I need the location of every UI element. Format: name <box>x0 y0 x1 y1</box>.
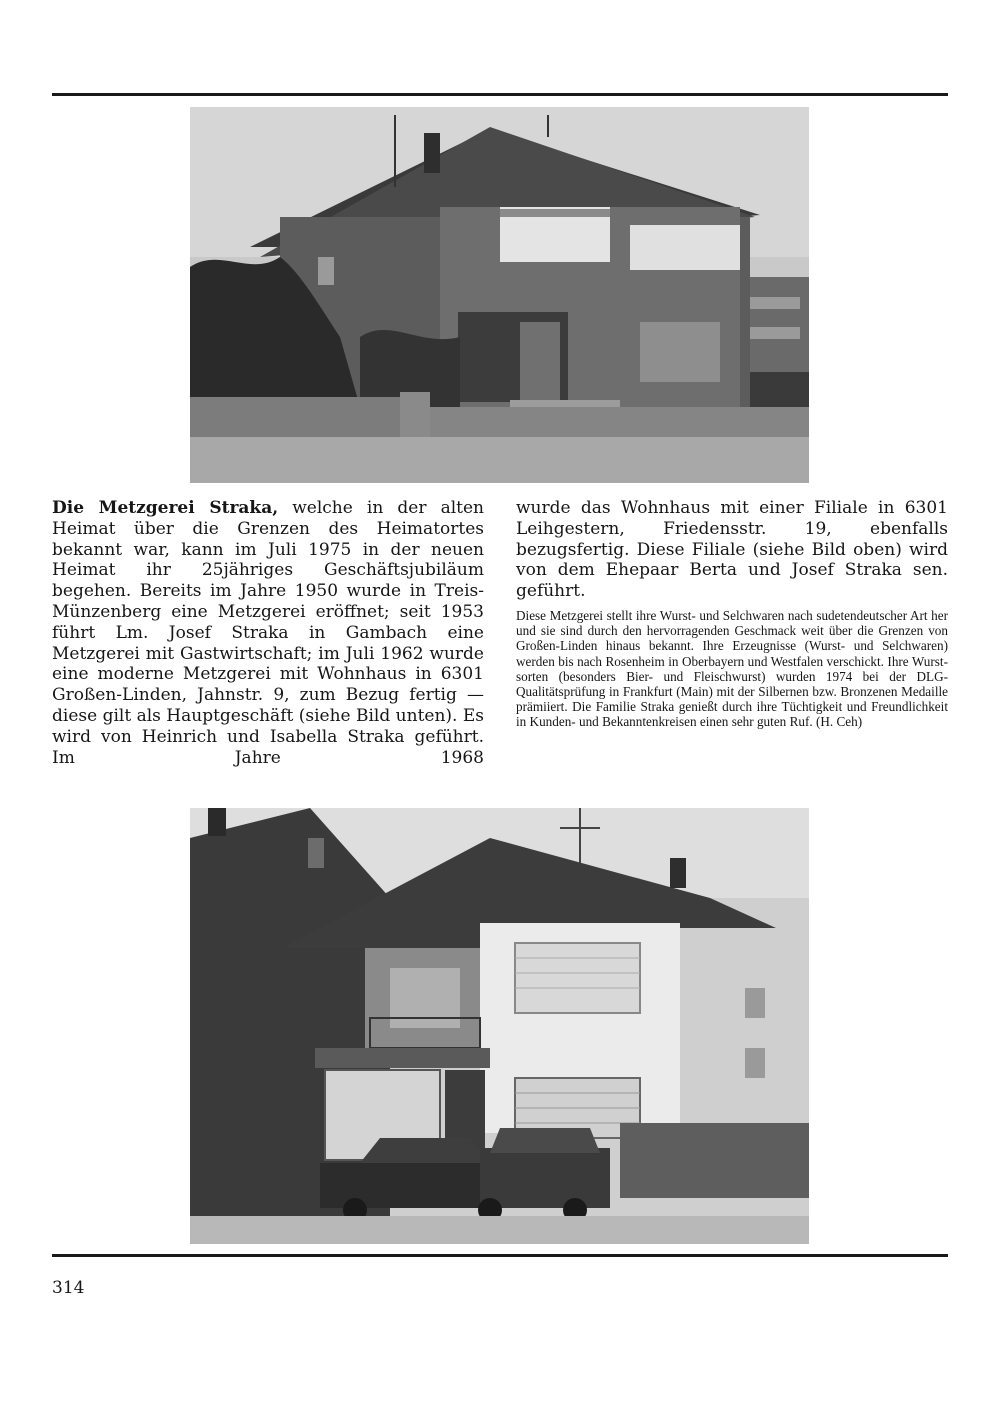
text-column-right <box>516 498 948 730</box>
article-lead: Die Metzgerei Straka, <box>52 498 279 518</box>
article-text-part-1: welche in der alten Heimat über die Grenzen des Heimatortes bekannt war, kann im Juli 1975 in der neuen Heimat ihr 25jähriges Geschäftsjubiläum begehen. Bereits im Jahre 1950 wurde in Treis-Münzenberg eine Metzgerei eröffnet; seit 1953 führt Lm. Josef Straka in Gambach eine Metzgerei mit Gastwirtschaft; im Juli 1962 wurde eine moderne Metzgerei mit Wohnhaus in 6301 Großen-Linden, Jahnstr. 9, zum Bezug fertig — diese gilt als Hauptgeschäft (siehe Bild unten). Es wird von Heinrich und Isabella Straka geführt. Im Jahre 1968 <box>52 498 484 768</box>
article-text-part-2: wurde das Wohnhaus mit einer Filiale in 6301 Leihgestern, Friedensstr. 19, ebenfalls bezugsfertig. Diese Filiale (siehe Bild oben) wird von dem Ehepaar Berta und Josef Straka sen. geführt. <box>516 498 948 602</box>
bottom-rule <box>52 1254 948 1257</box>
article-paragraph <box>52 498 484 768</box>
page-number: 314 <box>52 1278 85 1298</box>
article-small-print: Diese Metzgerei stellt ihre Wurst- und Selchwaren nach sudetendeutscher Art her und sie sind durch den hervorragenden Geschmack weit über die Grenzen von Großen-Linden hinaus bekannt. Ihre Erzeugnisse (Wurst- und Selchwaren) werden bis nach Rosenheim in Oberbayern und Westfalen verschickt. Ihre Wurstsorten (besonders Bier- und Fleischwurst) wurden 1974 bei der DLG-Qualitätsprüfung in Frankfurt (Main) mit der Silbernen bzw. Bronzenen Medaille prämiiert. Die Familie Straka genießt durch ihre Tüchtigkeit und Freundlichkeit in Kunden- und Bekanntenkreisen einen sehr guten Ruf. (H. Ceh) <box>516 607 948 730</box>
photo-branch-leihgestern <box>190 107 809 483</box>
photo-main-shop-grossen-linden <box>190 808 809 1244</box>
top-rule <box>52 93 948 96</box>
text-column-left <box>52 498 484 768</box>
